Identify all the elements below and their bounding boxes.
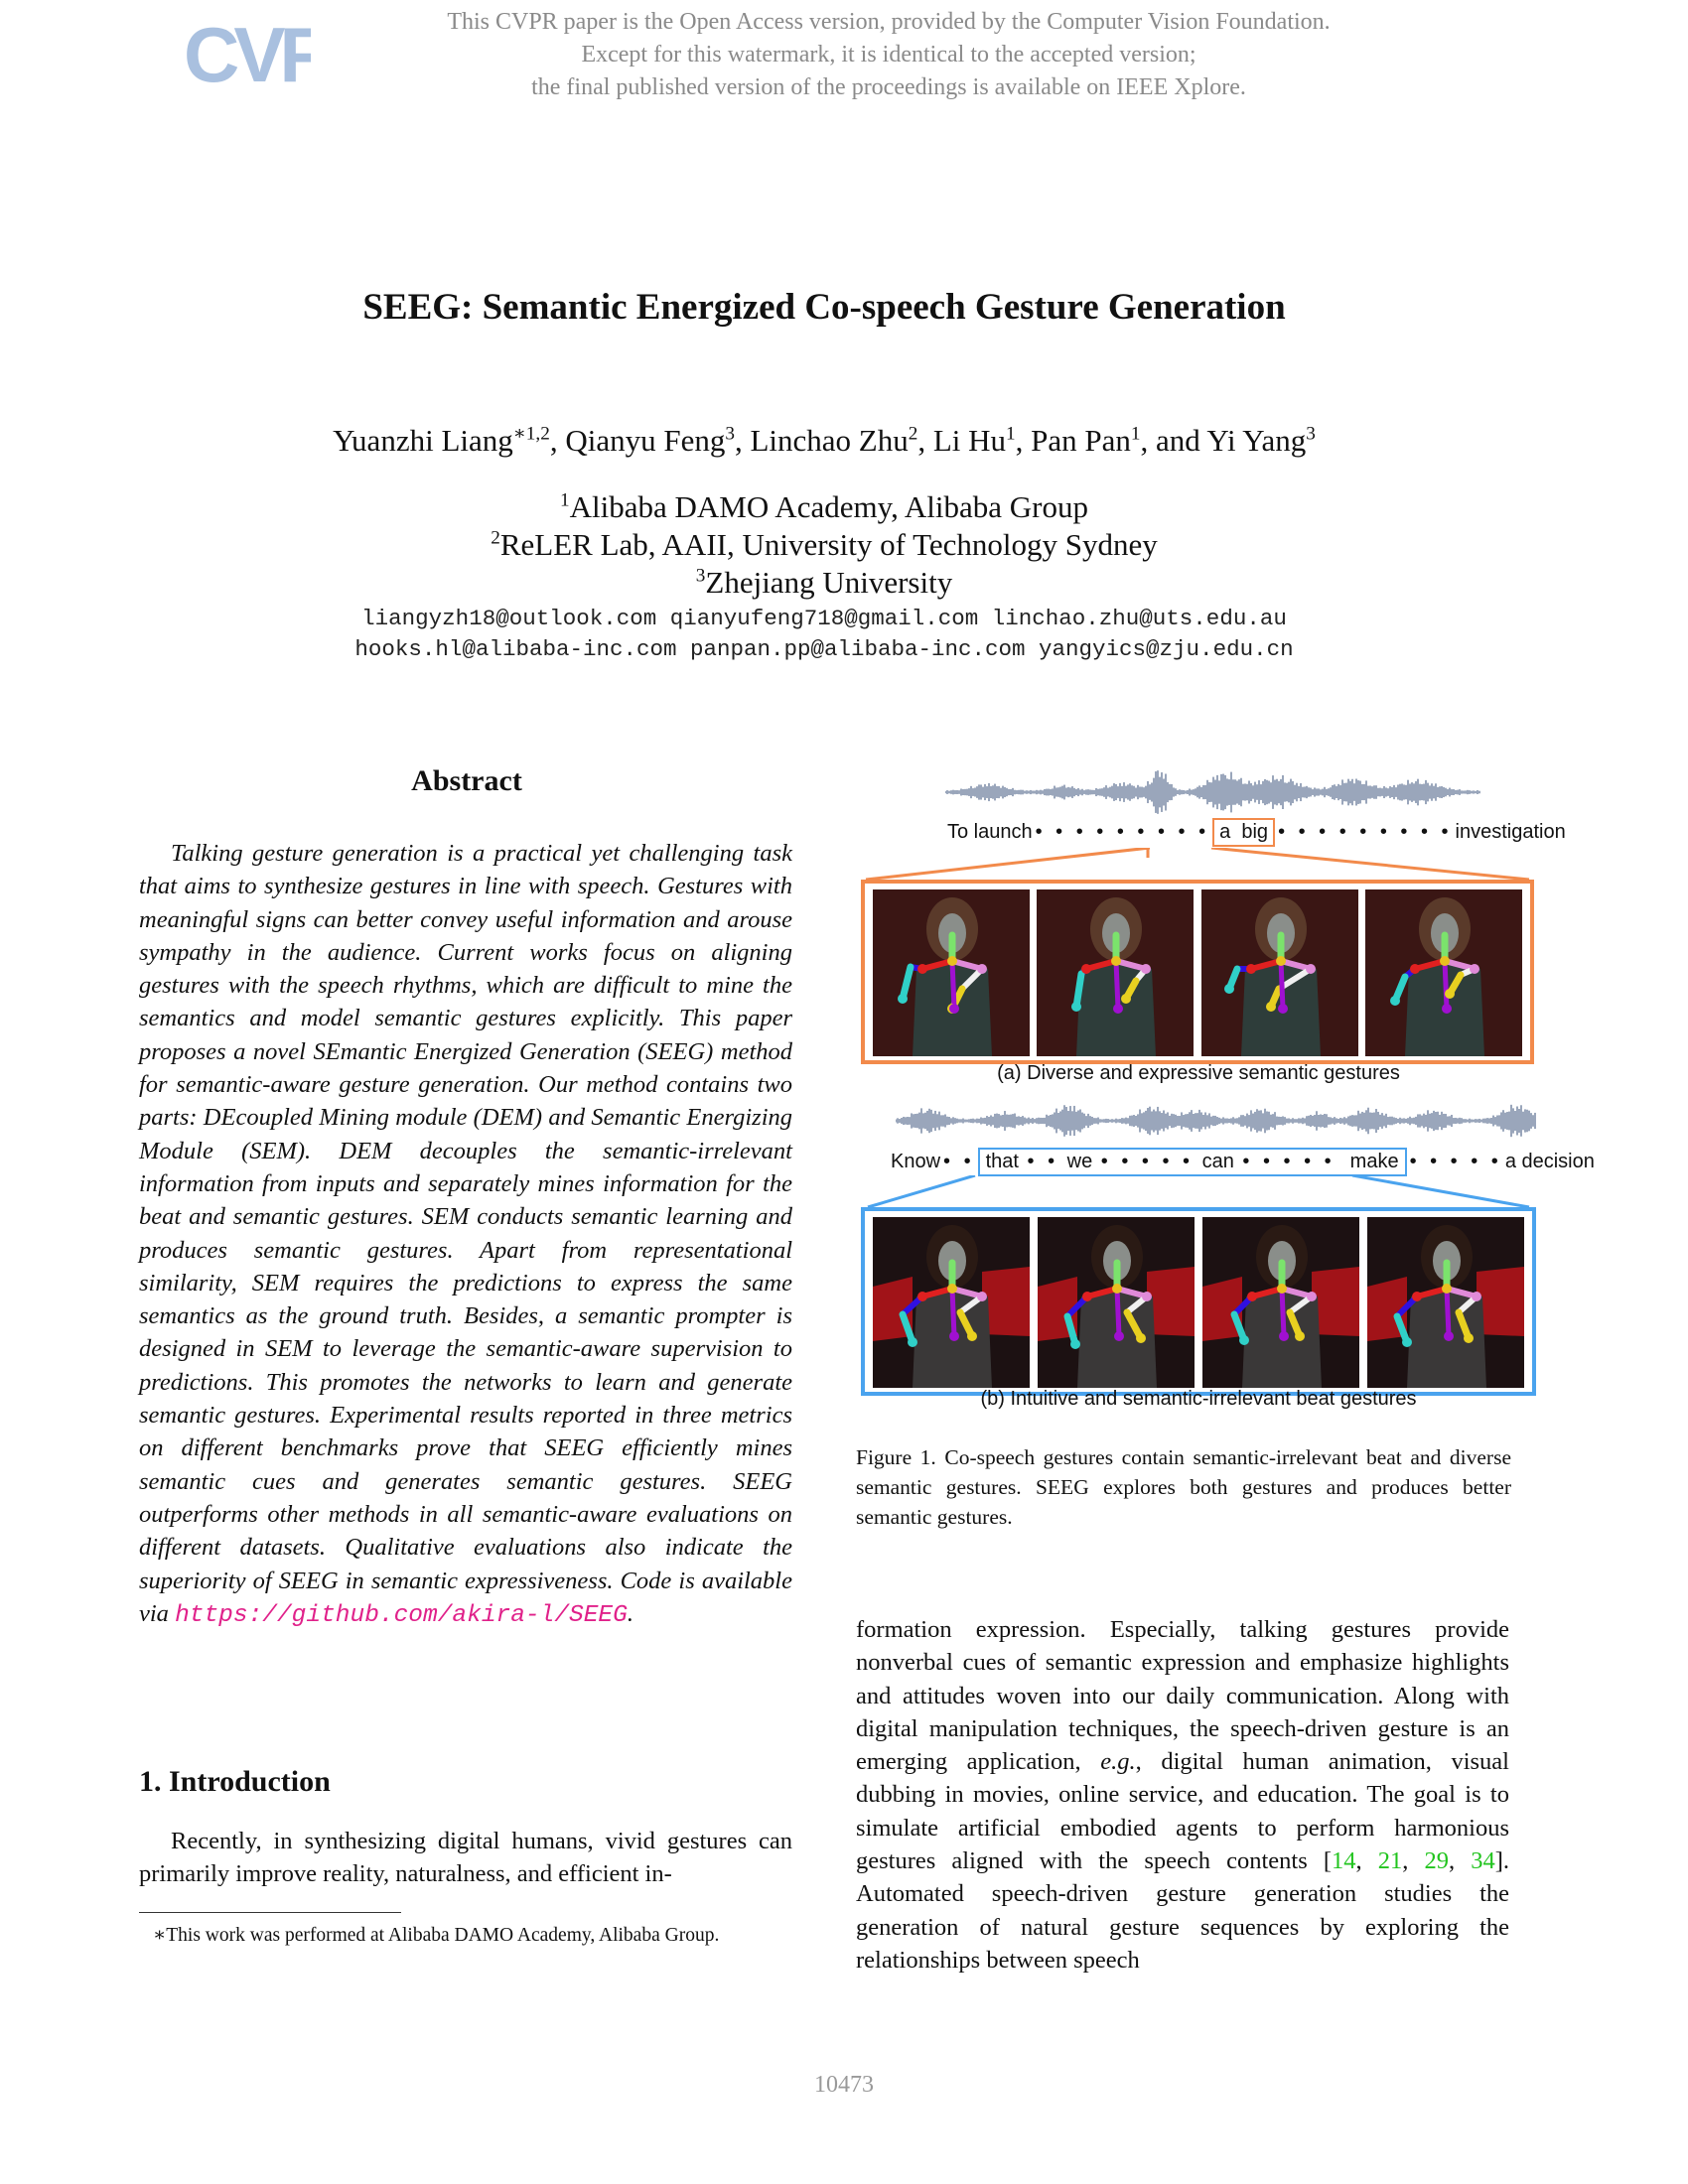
cvf-logo-text: CVF [184,11,311,98]
connector-b [856,1175,1541,1209]
skeleton-joint [1246,964,1256,974]
figure-1b-caption: (b) Intuitive and semantic-irrelevant beat gestures [980,1388,1417,1410]
skeleton-bone [1076,974,1081,1007]
skeleton-joint [1276,956,1286,966]
gesture-frame [1365,889,1522,1056]
watermark-line-3: the final published version of the proceedings is available on IEEE Xplore. [531,74,1246,100]
skeleton-joint [917,964,927,974]
seq-b-w6: a decision [1504,1151,1595,1172]
skeleton-joint [1121,994,1131,1004]
gesture-frame [1202,1217,1359,1388]
skeleton-joint [1277,1284,1287,1294]
skeleton-joint [1136,1333,1146,1343]
skeleton-joint [1113,1004,1123,1014]
skeleton-joint [1442,1284,1452,1294]
citation[interactable]: 14 [1332,1847,1356,1875]
skeleton-joint [1410,964,1420,974]
author-name: Li Hu [932,423,1006,458]
skeleton-joint [1111,956,1121,966]
seq-b-w5: make [1349,1151,1399,1172]
seq-dots: • • • • • • • • • [1035,821,1210,843]
author-affil-mark: 2 [908,423,918,445]
seq-a-word2: big [1241,821,1269,843]
skeleton-joint [898,994,908,1004]
email-line-2: hooks.hl@alibaba-inc.com panpan.pp@alibaba-inc.com yangyics@zju.edu.cn [354,636,1294,662]
skeleton-joint [1279,1331,1289,1341]
author-affil-mark: 3 [725,423,735,445]
skeleton-joint [1114,1331,1124,1341]
skeleton-joint [1082,1292,1092,1301]
skeleton-bone [1445,961,1447,1009]
skeleton-joint [1239,1335,1249,1345]
seq-a-start: To launch [947,821,1033,843]
gesture-frame [1201,889,1358,1056]
watermark-line-1: This CVPR paper is the Open Access version, provided by the Computer Vision Foundation. [447,9,1331,35]
citation[interactable]: 29 [1424,1847,1449,1875]
skeleton-joint [947,956,957,966]
seq-b-w2: that [985,1151,1019,1172]
author-name: Qianyu Feng [565,423,726,458]
skeleton-joint [947,1284,957,1294]
affiliation-line: $^3$Zhejiang University [695,565,953,600]
skeleton-joint [1306,964,1316,974]
waveform-b-bars [896,1105,1535,1137]
word-sequence-a [947,818,1566,847]
skeleton-joint [1412,1292,1422,1301]
footnote: ∗This work was performed at Alibaba DAMO Academy, Alibaba Group. [153,1925,720,1946]
skeleton-joint [1470,964,1479,974]
skeleton-bone [1281,961,1283,1009]
skeleton-joint [1440,956,1450,966]
waveform-a [945,764,1481,820]
affiliation-line: $^1$Alibaba DAMO Academy, Alibaba Group [560,489,1088,524]
author-affil-mark: 1 [1006,423,1016,445]
watermark-text [0,6,1688,104]
skeleton-joint [1266,1002,1276,1012]
skeleton-joint [1112,1284,1122,1294]
skeleton-bone [1447,1289,1449,1336]
gesture-frame [1038,1217,1195,1388]
seq-b-w1: Know [891,1151,941,1172]
frame-a-semantic-gestures [861,880,1534,1064]
footnote-rule [139,1912,401,1913]
skeleton-joint [1142,1292,1152,1301]
connector-a [856,848,1541,882]
skeleton-joint [917,1292,927,1301]
figure-1a-caption: (a) Diverse and expressive semantic gestures [997,1062,1400,1084]
page-number: 10473 [814,2072,874,2098]
seq-a-end: investigation [1455,821,1566,843]
author-name: Yuanzhi Liang [333,423,513,458]
waveform-a-bars [945,770,1479,814]
skeleton-joint [908,1337,917,1347]
gesture-frame [1037,889,1194,1056]
author-name: Pan Pan [1031,423,1131,458]
skeleton-bone [1117,1289,1119,1336]
author-emails [0,604,1648,665]
skeleton-joint [967,1331,977,1341]
abstract-text: Talking gesture generation is a practical yet challenging task that aims to synthesize gestures in line with speech. Gestures with meaningful signs can better convey useful information and arouse sympathy in the audience. Current works focus on aligning gestures with the speech rhythms, which are difficult to mine the semantics and model semantic gestures explicitly. This paper proposes a novel SEmantic Energized Generation (SEEG) method for semantic-aware gesture generation. Our method contains two parts: DEcoupled Mining module (DEM) and Semantic Energizing Module (SEM). DEM decouples the semantic-irrelevant information from inputs and separately mines information for the beat and semantic gestures. SEM conducts semantic learning and produces semantic gestures. Apart from representational similarity, SEM requires the predictions to express the same semantics as the ground truth. Besides, a semantic prompter is designed in SEM to leverage the semantic-aware supervision to predictions. This promotes the networks to learn and generate semantic gestures. Experimental results reported in three metrics on different benchmarks prove that SEEG efficiently mines semantic cues and generates semantic gestures. SEEG outperforms other methods in all semantic-aware evaluations on different datasets. Qualitative evaluations also indicate the superiority of SEEG in semantic expressiveness. Code is available via [139,840,792,1627]
seq-b-w3: we [1066,1151,1093,1172]
skeleton-joint [1278,1004,1288,1014]
skeleton-joint [1307,1292,1317,1301]
paper-title: SEEG: Semantic Energized Co-speech Gesture Generation [362,287,1286,328]
author-affil-mark: 3 [1306,423,1316,445]
affiliation-line: $^2$ReLER Lab, AAII, University of Technology Sydney [491,527,1158,562]
figure-1-caption: Figure 1. Co-speech gestures contain semantic-irrelevant beat and diverse semantic gestures. SEEG explores both gestures and produces better semantic gestures. [856,1445,1511,1529]
skeleton-joint [1224,984,1234,994]
watermark-line-2: Except for this watermark, it is identical to the accepted version; [581,42,1196,68]
skeleton-joint [1247,1292,1257,1301]
gesture-frame [873,1217,1030,1388]
skeleton-joint [949,1331,959,1341]
skeleton-joint [1141,964,1151,974]
seq-b-w4: can [1201,1151,1234,1172]
waveform-b [896,1095,1536,1147]
citation[interactable]: 21 [1377,1847,1403,1875]
seq-b-keyword-box: that • • we • • • • • can • • • • • [978,1148,1344,1176]
introduction-heading: 1. Introduction [139,1765,331,1798]
author-name: Yi Yang [1206,423,1307,458]
affiliations [0,488,1648,602]
skeleton-joint [1442,1004,1452,1014]
author-list: Yuanzhi Liang$^{∗1,2}$, Qianyu Feng$^3$, Linchao Zhu$^2$, Li Hu$^1$, Pan Pan$^1$, and Yi Yang$^3$ [333,423,1316,458]
abstract-body: Talking gesture generation is a practical yet challenging task that aims to synthesize gestures in line with speech. Gestures with meaningful signs can better convey useful information and arouse sympathy in the audience. Current works focus on aligning gestures with the speech rhythms, which are difficult to mine the semantics and model semantic gestures explicitly. This paper proposes a novel SEmantic Energized Generation (SEEG) method for semantic-aware gesture generation. Our method contains two parts: DEcoupled Mining module (DEM) and Semantic Energizing Module (SEM). DEM decouples the semantic-irrelevant information from inputs and separately mines information for the beat and semantic gestures. SEM conducts semantic learning and produces semantic gestures. Apart from representational similarity, SEM requires the predictions to express the same semantics as the ground truth. Besides, a semantic prompter is designed in SEM to leverage the semantic-aware supervision to predictions. This promotes the networks to learn and generate semantic gestures. Experimental results reported in three metrics on different benchmarks prove that SEEG efficiently mines semantic cues and generates semantic gestures. SEEG outperforms other methods in all semantic-aware evaluations on different datasets. Qualitative evaluations also indicate the superiority of SEEG in semantic expressiveness. Code is available via https://github.com/akira-l/SEEG. [139,840,792,1629]
skeleton-joint [949,1004,959,1014]
skeleton-joint [977,964,987,974]
seq-a-keyword-box [1212,818,1275,847]
gesture-frame [1367,1217,1524,1388]
introduction-paragraph: Recently, in synthesizing digital humans, vivid gestures can primarily improve reality, naturalness, and efficient in- [139,1828,792,1888]
frame-b-beat-gestures [861,1207,1536,1396]
author-name: Linchao Zhu [750,423,909,458]
skeleton-joint [1444,1331,1454,1341]
skeleton-bone [952,1289,954,1336]
skeleton-joint [1464,1333,1474,1343]
author-joiner: , and [1140,423,1207,458]
author-affil-mark: 1 [1130,423,1141,445]
skeleton-joint [1402,1337,1412,1347]
skeleton-joint [1445,989,1455,999]
skeleton-joint [1390,996,1400,1006]
skeleton-joint [1081,964,1091,974]
skeleton-joint [1472,1292,1481,1301]
skeleton-joint [1070,1339,1080,1349]
word-sequence-b: Know • • that • • we • • • • • can • • • • • make • • • • • a decision [891,1148,1595,1176]
skeleton-joint [977,1292,987,1301]
author-affil-mark: ∗1,2 [512,423,550,445]
figure-1 [856,764,1595,1420]
email-line-1: liangyzh18@outlook.com qianyufeng718@gmail.com linchao.zhu@uts.edu.au [361,606,1287,631]
code-link[interactable]: https://github.com/akira-l/SEEG [175,1601,628,1629]
seq-dots: • • • • • • • • • [1278,821,1453,843]
skeleton-bone [1116,961,1118,1009]
abstract-heading: Abstract [411,764,522,797]
introduction-paragraph-right: formation expression. Especially, talking gestures provide nonverbal cues of semantic expression and emphasize highlights and attitudes woven into our daily communication. Along with digital manipulation techniques, the speech-driven gesture is an emerging application, e.g., digital human animation, visual dubbing in movies, online service, and education. The goal is to simulate artificial embodied agents to perform harmonious gestures aligned with the speech contents [14, 21, 29, 34]. Automated speech-driven gesture generation studies the generation of natural gesture sequences by exploring the relationships between speech [856,1616,1509,1974]
gesture-frame [873,889,1030,1056]
skeleton-joint [1071,1002,1081,1012]
skeleton-bone [952,961,954,1009]
skeleton-joint [1295,1331,1305,1341]
skeleton-bone [1282,1289,1284,1336]
citation[interactable]: 34 [1471,1847,1495,1875]
seq-a-word1: a [1219,821,1231,843]
